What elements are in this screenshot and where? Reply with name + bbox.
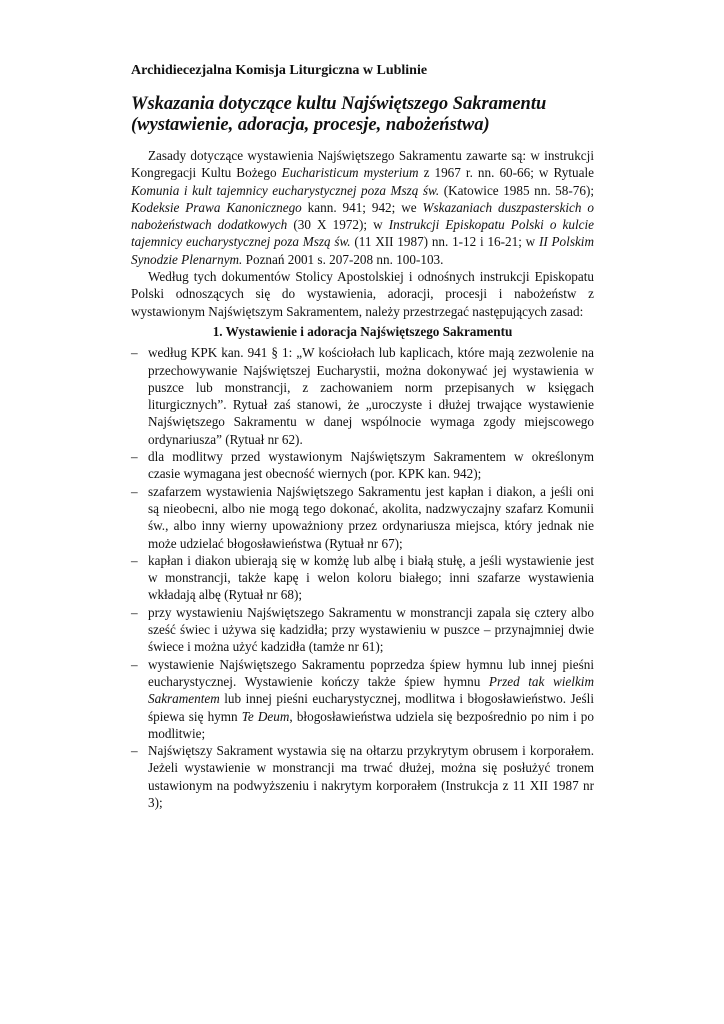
title-line-1: Wskazania dotyczące kultu Najświętszego Sakramentu [131,94,547,114]
italic-text-run: II Polskim Synodzie Plenarnym. [131,234,594,267]
text-run: Poznań 2001 s. 207-208 nn. 100-103. [242,251,444,267]
text-run: , błogosławieństwa udziela się bezpośrednio po nim i po modlitwie; [148,708,594,741]
text-run: z 1967 r. nn. 60-66; w Rytuale [418,165,594,181]
text-run: Najświętszy Sakrament wystawia się na ołtarzu przykrytym obrusem i korporałem. Jeżeli wystawienie w monstrancji ma trwać dłużej, można się posłużyć tronem ustawionym na podwyższeniu i nakrytym korporałem (Instrukcja z 11 XII 1987 nr 3); [148,743,594,810]
text-run: przy wystawieniu Najświętszego Sakramentu w monstrancji zapala się cztery albo sześć świec i używa się kadzidła; przy wystawieniu w puszce – przynajmniej dwie świece i można użyć kadzidła (tamże nr 61); [148,604,594,655]
text-run: (11 XII 1987) nn. 1-12 i 16-21; w [350,234,539,250]
list-item [131,604,594,656]
document-title [131,94,594,136]
section-heading: 1. Wystawienie i adoracja Najświętszego Sakramentu [212,323,513,339]
list-item [131,344,594,448]
italic-text-run: Te Deum [241,708,290,724]
list-dash: – [131,743,138,759]
organization-header: Archidiecezjalna Komisja Liturgiczna w Lublinie [131,63,428,78]
title-line-2: (wystawienie, adoracja, procesje, nabożeństwa) [131,115,490,135]
text-run: według KPK kan. 941 § 1: „W kościołach lub kaplicach, które mają zezwolenie na przechowywanie Najświętszej Eucharystii, można dokonywać jej wystawienia w puszce lub monstrancji, z zachowaniem norm przepisanych w księgach liturgicznych”. Rytuał zaś stanowi, że „uroczyste i dłużej trwające wystawienie Najświętszego Sakramentu w danej wspólnocie wymaga zgody miejscowego ordynariusza” (Rytuał nr 62). [148,345,594,447]
list-item [131,742,594,811]
list-item [131,656,594,742]
text-run: szafarzem wystawienia Najświętszego Sakramentu jest kapłan i diakon, a jeśli oni są nieobecni, albo nie mogą tego dokonać, akolita, nadzwyczajny szafarz Komunii św., albo inny wierny upoważniony przez ordynariusza miejsca, który jednak nie może udzielać błogosławieństwa (Rytuał nr 67); [148,483,594,551]
text-run: (30 X 1972); w [287,217,389,233]
italic-text-run: Instrukcji Episkopatu Polski o kulcie tajemnicy eucharystycznej poza Mszą św. [131,217,595,250]
list-dash: – [131,552,138,568]
list-item [131,483,594,552]
italic-text-run: Przed tak wielkim Sakramentem [148,673,594,707]
list-item [131,552,594,604]
text-run: Według tych dokumentów Stolicy Apostolskiej i odnośnych instrukcji Episkopatu Polski odnoszących się do wystawienia, adoracji, procesji i nabożeństw z wystawionym Najświętszym Sakramentem, należy przestrzegać następujących zasad: [131,269,594,319]
italic-text-run: Eucharisticum mysterium [281,165,419,181]
list-dash: – [131,345,138,361]
list-dash: – [131,656,138,672]
intro-paragraph-1 [131,147,594,268]
list-dash: – [131,449,138,465]
list-dash: – [131,483,138,499]
rules-list [131,344,594,811]
intro-paragraph-2 [131,268,594,320]
list-dash: – [131,604,138,620]
text-run: wystawienie Najświętszego Sakramentu poprzedza śpiew hymnu lub innej pieśni eucharystycznej. Wystawienie kończy także śpiew hymnu [148,656,594,689]
text-run: kapłan i diakon ubierają się w komżę lub albę i białą stułę, a jeśli wystawienie jest w monstrancji, także kapę i welon koloru białego; inni szafarze wystawienia wkładają albę (Rytuał nr 68); [148,552,594,603]
text-run: (Katowice 1985 nn. 58-76); [439,182,594,198]
text-run: lub innej pieśni eucharystycznej, modlitwa i błogosławieństwo. Jeśli śpiewa się hymn [148,691,594,724]
text-run: kann. 941; 942; we [301,199,423,215]
text-run: dla modlitwy przed wystawionym Najświętszym Sakramentem w określonym czasie wymagana jest obecność wiernych (por. KPK kan. 942); [148,449,594,482]
italic-text-run: Komunia i kult tajemnicy eucharystycznej poza Mszą św. [131,182,440,198]
document-page [131,62,594,811]
text-run: Zasady dotyczące wystawienia Najświętszego Sakramentu zawarte są: w instrukcji Kongregacji Kultu Bożego [131,148,594,181]
italic-text-run: Wskazaniach duszpasterskich o nabożeństwach dodatkowych [131,199,595,233]
list-item [131,448,594,483]
italic-text-run: Kodeksie Prawa Kanonicznego [131,199,302,215]
